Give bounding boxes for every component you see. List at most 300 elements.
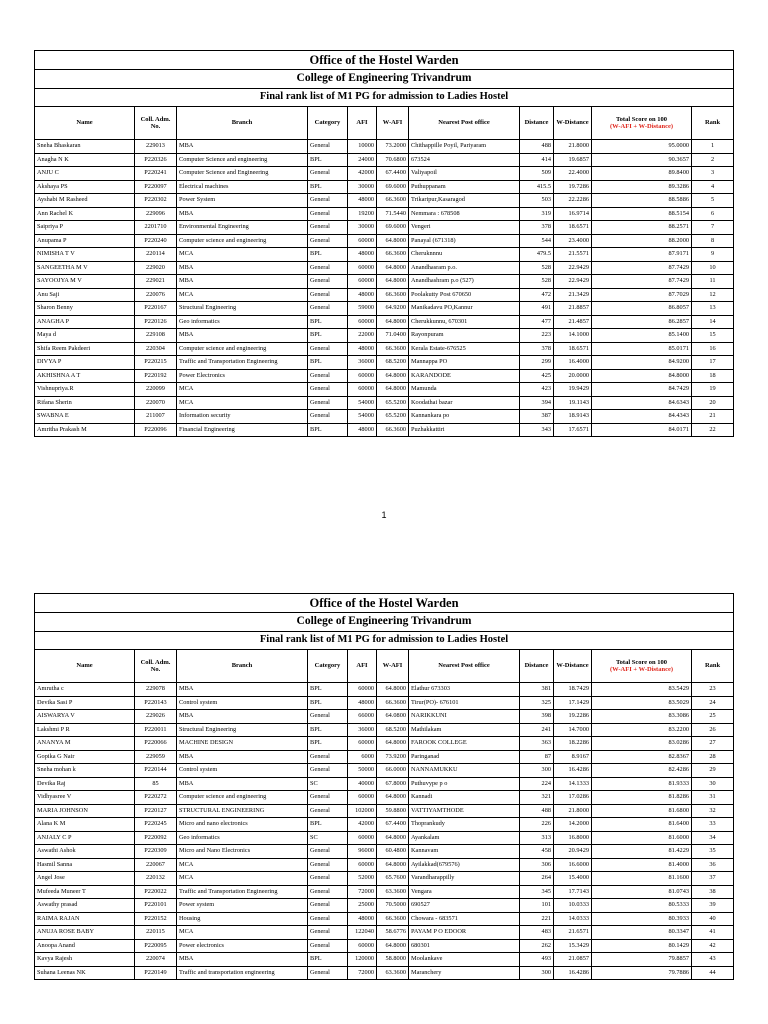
table-row (35, 194, 734, 208)
table-row (35, 207, 734, 221)
cell-distance: 491 (520, 302, 554, 316)
cell-afi: 6000 (348, 750, 377, 764)
cell-category: General (308, 221, 348, 235)
cell-name: Anoopa Anand (35, 939, 135, 953)
col-w-afi: W-AFI (377, 650, 409, 683)
cell-adm-no: 229021 (135, 275, 177, 289)
cell-name: Hasmil Sanna (35, 858, 135, 872)
cell-adm-no: P220302 (135, 194, 177, 208)
cell-distance: 306 (520, 858, 554, 872)
cell-adm-no: 220115 (135, 926, 177, 940)
cell-w-afi: 70.5000 (377, 899, 409, 913)
cell-category: General (308, 710, 348, 724)
cell-w-distance: 14.0333 (554, 912, 592, 926)
cell-branch: Housing (177, 912, 308, 926)
cell-name: ANANYA M (35, 737, 135, 751)
cell-w-distance: 14.2000 (554, 818, 592, 832)
table-row (35, 261, 734, 275)
cell-branch: MCA (177, 926, 308, 940)
cell-name: AISWARYA V (35, 710, 135, 724)
col-w-afi: W-AFI (377, 107, 409, 140)
cell-w-distance: 18.7429 (554, 683, 592, 697)
cell-rank: 23 (692, 683, 734, 697)
cell-post-office: FAROOK COLLEGE (409, 737, 520, 751)
cell-afi: 60000 (348, 234, 377, 248)
cell-category: General (308, 750, 348, 764)
cell-category: BPL (308, 723, 348, 737)
cell-w-distance: 10.0333 (554, 899, 592, 913)
cell-afi: 48000 (348, 423, 377, 437)
cell-distance: 313 (520, 831, 554, 845)
cell-rank: 43 (692, 953, 734, 967)
cell-rank: 16 (692, 342, 734, 356)
cell-afi: 36000 (348, 723, 377, 737)
cell-rank: 2 (692, 153, 734, 167)
cell-post-office: KARANDODE (409, 369, 520, 383)
cell-rank: 44 (692, 966, 734, 980)
table-row (35, 710, 734, 724)
rank-table (34, 50, 734, 437)
cell-distance: 394 (520, 396, 554, 410)
cell-name: DIVYA P (35, 356, 135, 370)
cell-adm-no: 220070 (135, 396, 177, 410)
cell-rank: 12 (692, 288, 734, 302)
cell-distance: 479.5 (520, 248, 554, 262)
table-row (35, 221, 734, 235)
col-distance: Distance (520, 650, 554, 683)
cell-category: General (308, 872, 348, 886)
page-number: 1 (381, 510, 387, 520)
table-row (35, 966, 734, 980)
cell-distance: 299 (520, 356, 554, 370)
cell-name: Sneha mohan k (35, 764, 135, 778)
cell-rank: 39 (692, 899, 734, 913)
cell-w-afi: 66.3600 (377, 288, 409, 302)
cell-total-score: 84.7429 (592, 383, 692, 397)
cell-distance: 493 (520, 953, 554, 967)
table-row (35, 248, 734, 262)
cell-category: SC (308, 831, 348, 845)
cell-branch: Computer Science and engineering (177, 153, 308, 167)
cell-branch: Structural Engineering (177, 302, 308, 316)
cell-distance: 458 (520, 845, 554, 859)
cell-rank: 5 (692, 194, 734, 208)
cell-w-afi: 64.9200 (377, 302, 409, 316)
cell-category: General (308, 369, 348, 383)
cell-post-office: Elathur 673303 (409, 683, 520, 697)
cell-adm-no: P220309 (135, 845, 177, 859)
cell-branch: Computer science and engineering (177, 234, 308, 248)
table-row (35, 872, 734, 886)
cell-afi: 52000 (348, 872, 377, 886)
cell-w-afi: 64.8000 (377, 261, 409, 275)
cell-total-score: 84.8000 (592, 369, 692, 383)
cell-w-distance: 14.1333 (554, 777, 592, 791)
cell-rank: 7 (692, 221, 734, 235)
cell-name: SANGEETHA M V (35, 261, 135, 275)
cell-adm-no: 220099 (135, 383, 177, 397)
column-header-row (35, 107, 734, 140)
table-row (35, 750, 734, 764)
cell-distance: 528 (520, 275, 554, 289)
cell-w-afi: 64.8000 (377, 791, 409, 805)
col-branch: Branch (177, 107, 308, 140)
cell-w-afi: 64.0800 (377, 710, 409, 724)
cell-category: BPL (308, 248, 348, 262)
cell-afi: 54000 (348, 396, 377, 410)
cell-total-score: 83.3086 (592, 710, 692, 724)
cell-distance: 221 (520, 912, 554, 926)
cell-category: General (308, 234, 348, 248)
cell-rank: 24 (692, 696, 734, 710)
col-w-distance: W-Distance (554, 107, 592, 140)
cell-rank: 37 (692, 872, 734, 886)
cell-branch: MBA (177, 261, 308, 275)
cell-branch: Micro and nano electronics (177, 818, 308, 832)
cell-total-score: 83.5029 (592, 696, 692, 710)
cell-branch: Power Electronics (177, 369, 308, 383)
cell-distance: 241 (520, 723, 554, 737)
table-row (35, 912, 734, 926)
cell-post-office: Ayankalam (409, 831, 520, 845)
table-row (35, 369, 734, 383)
cell-name: Saipriya P (35, 221, 135, 235)
cell-afi: 59000 (348, 302, 377, 316)
cell-w-distance: 21.5571 (554, 248, 592, 262)
cell-branch: MBA (177, 750, 308, 764)
cell-distance: 503 (520, 194, 554, 208)
cell-branch: Traffic and Transportation Engineering (177, 356, 308, 370)
cell-w-afi: 64.8000 (377, 858, 409, 872)
cell-distance: 223 (520, 329, 554, 343)
cell-rank: 40 (692, 912, 734, 926)
cell-w-afi: 65.5200 (377, 396, 409, 410)
cell-w-afi: 66.3600 (377, 342, 409, 356)
cell-post-office: Cherukkunnu, 670301 (409, 315, 520, 329)
cell-w-afi: 70.6800 (377, 153, 409, 167)
cell-branch: Geo informatics (177, 831, 308, 845)
cell-branch: MBA (177, 777, 308, 791)
cell-category: General (308, 261, 348, 275)
cell-name: Ayshabi M Rasheed (35, 194, 135, 208)
cell-branch: MBA (177, 953, 308, 967)
cell-post-office: Kannadi (409, 791, 520, 805)
cell-w-distance: 16.6000 (554, 858, 592, 872)
cell-branch: MBA (177, 329, 308, 343)
cell-distance: 101 (520, 899, 554, 913)
cell-distance: 477 (520, 315, 554, 329)
cell-w-afi: 67.4400 (377, 167, 409, 181)
cell-w-afi: 67.4400 (377, 818, 409, 832)
cell-branch: MCA (177, 288, 308, 302)
cell-total-score: 85.1400 (592, 329, 692, 343)
col-distance: Distance (520, 107, 554, 140)
table-row (35, 926, 734, 940)
cell-name: Akshaya PS (35, 180, 135, 194)
cell-name: Anupama P (35, 234, 135, 248)
cell-category: General (308, 885, 348, 899)
cell-distance: 363 (520, 737, 554, 751)
cell-category: BPL (308, 423, 348, 437)
cell-distance: 483 (520, 926, 554, 940)
cell-adm-no: 229020 (135, 261, 177, 275)
table-row (35, 356, 734, 370)
cell-name: Lakshmi P R (35, 723, 135, 737)
cell-total-score: 80.3347 (592, 926, 692, 940)
cell-w-afi: 64.8000 (377, 275, 409, 289)
cell-adm-no: P220192 (135, 369, 177, 383)
cell-rank: 20 (692, 396, 734, 410)
cell-name: Mufeeda Muneer T (35, 885, 135, 899)
cell-adm-no: P220011 (135, 723, 177, 737)
cell-branch: Computer science and engineering (177, 791, 308, 805)
cell-post-office: Puzhakkattiri (409, 423, 520, 437)
table-row (35, 423, 734, 437)
cell-w-distance: 19.1143 (554, 396, 592, 410)
cell-name: Shifa Reem Pakdeeri (35, 342, 135, 356)
cell-w-afi: 66.3600 (377, 194, 409, 208)
table-row (35, 764, 734, 778)
cell-category: General (308, 899, 348, 913)
cell-category: General (308, 275, 348, 289)
total-score-formula: (W-AFI + W-Distance) (609, 123, 674, 130)
cell-post-office: Vengeri (409, 221, 520, 235)
cell-branch: MCA (177, 872, 308, 886)
table-row (35, 275, 734, 289)
cell-w-distance: 21.8000 (554, 804, 592, 818)
cell-category: BPL (308, 356, 348, 370)
cell-distance: 425 (520, 369, 554, 383)
table-row (35, 899, 734, 913)
cell-name: Suhana Leenas NK (35, 966, 135, 980)
cell-w-distance: 20.0000 (554, 369, 592, 383)
cell-adm-no: P220066 (135, 737, 177, 751)
cell-post-office: Chithappille Poyil, Pariyaram (409, 140, 520, 154)
cell-branch: Power System (177, 194, 308, 208)
cell-rank: 32 (692, 804, 734, 818)
cell-distance: 381 (520, 683, 554, 697)
cell-adm-no: 220067 (135, 858, 177, 872)
cell-adm-no: 220076 (135, 288, 177, 302)
col-afi: AFI (348, 107, 377, 140)
cell-rank: 34 (692, 831, 734, 845)
list-title: Final rank list of M1 PG for admission to Ladies Hostel (35, 632, 734, 650)
cell-branch: MCA (177, 396, 308, 410)
cell-name: SAYOOJYA M V (35, 275, 135, 289)
cell-afi: 10000 (348, 140, 377, 154)
cell-total-score: 87.7429 (592, 275, 692, 289)
cell-w-afi: 66.3600 (377, 248, 409, 262)
cell-w-afi: 68.5200 (377, 723, 409, 737)
cell-distance: 226 (520, 818, 554, 832)
cell-rank: 19 (692, 383, 734, 397)
cell-afi: 60000 (348, 261, 377, 275)
cell-rank: 14 (692, 315, 734, 329)
cell-adm-no: P220245 (135, 818, 177, 832)
cell-branch: Geo informatics (177, 315, 308, 329)
cell-afi: 30000 (348, 180, 377, 194)
cell-total-score: 82.8367 (592, 750, 692, 764)
cell-rank: 33 (692, 818, 734, 832)
cell-distance: 472 (520, 288, 554, 302)
cell-name: Amrutha c (35, 683, 135, 697)
table-row (35, 342, 734, 356)
column-header-row (35, 650, 734, 683)
cell-total-score: 90.3657 (592, 153, 692, 167)
cell-post-office: Nemmara : 678508 (409, 207, 520, 221)
cell-category: BPL (308, 315, 348, 329)
cell-name: SWABNA E (35, 410, 135, 424)
table-row (35, 396, 734, 410)
cell-category: General (308, 764, 348, 778)
cell-distance: 224 (520, 777, 554, 791)
cell-post-office: Trikaripur,Kasaragod (409, 194, 520, 208)
cell-rank: 10 (692, 261, 734, 275)
college-title: College of Engineering Trivandrum (35, 70, 734, 89)
cell-adm-no: P220096 (135, 423, 177, 437)
cell-total-score: 80.5333 (592, 899, 692, 913)
cell-distance: 423 (520, 383, 554, 397)
cell-w-afi: 71.5440 (377, 207, 409, 221)
table-row (35, 329, 734, 343)
cell-total-score: 84.0171 (592, 423, 692, 437)
table-row (35, 791, 734, 805)
cell-w-afi: 64.8000 (377, 939, 409, 953)
table-row (35, 737, 734, 751)
cell-w-afi: 64.8000 (377, 315, 409, 329)
cell-rank: 15 (692, 329, 734, 343)
cell-distance: 300 (520, 966, 554, 980)
cell-distance: 262 (520, 939, 554, 953)
cell-post-office: NANNAMUKKU (409, 764, 520, 778)
cell-total-score: 81.0743 (592, 885, 692, 899)
cell-distance: 398 (520, 710, 554, 724)
cell-afi: 72000 (348, 885, 377, 899)
cell-total-score: 88.2571 (592, 221, 692, 235)
cell-post-office: Poolakutty Post 670650 (409, 288, 520, 302)
total-score-label: Total Score on 100 (615, 658, 668, 666)
cell-w-distance: 16.4286 (554, 764, 592, 778)
cell-afi: 72000 (348, 966, 377, 980)
cell-branch: Power electronics (177, 939, 308, 953)
cell-branch: MCA (177, 248, 308, 262)
cell-afi: 48000 (348, 288, 377, 302)
cell-afi: 60000 (348, 315, 377, 329)
cell-rank: 21 (692, 410, 734, 424)
cell-total-score: 88.5886 (592, 194, 692, 208)
cell-adm-no: 220304 (135, 342, 177, 356)
cell-rank: 31 (692, 791, 734, 805)
cell-name: Maya d (35, 329, 135, 343)
cell-total-score: 87.7029 (592, 288, 692, 302)
cell-category: General (308, 791, 348, 805)
cell-branch: Traffic and transportation engineering (177, 966, 308, 980)
cell-category: General (308, 288, 348, 302)
table-row (35, 683, 734, 697)
cell-w-afi: 64.8000 (377, 737, 409, 751)
cell-name: MARIA JOHNSON (35, 804, 135, 818)
cell-total-score: 80.3933 (592, 912, 692, 926)
cell-distance: 378 (520, 221, 554, 235)
cell-post-office: Moolankave (409, 953, 520, 967)
cell-w-distance: 21.3429 (554, 288, 592, 302)
cell-category: BPL (308, 696, 348, 710)
cell-rank: 42 (692, 939, 734, 953)
cell-category: General (308, 939, 348, 953)
cell-total-score: 85.0171 (592, 342, 692, 356)
table-row (35, 831, 734, 845)
cell-total-score: 81.6400 (592, 818, 692, 832)
cell-w-distance: 22.9429 (554, 261, 592, 275)
cell-post-office: Varandharappilly (409, 872, 520, 886)
cell-rank: 22 (692, 423, 734, 437)
cell-afi: 42000 (348, 167, 377, 181)
cell-total-score: 81.9333 (592, 777, 692, 791)
cell-w-distance: 17.7143 (554, 885, 592, 899)
table-row (35, 140, 734, 154)
cell-branch: MACHINE DESIGN (177, 737, 308, 751)
cell-w-distance: 16.9714 (554, 207, 592, 221)
cell-post-office: Kannankara po (409, 410, 520, 424)
cell-category: BPL (308, 153, 348, 167)
cell-adm-no: 229059 (135, 750, 177, 764)
cell-post-office: Thoprankudy (409, 818, 520, 832)
cell-rank: 11 (692, 275, 734, 289)
cell-adm-no: P220272 (135, 791, 177, 805)
cell-rank: 27 (692, 737, 734, 751)
cell-post-office: Rayonpuram (409, 329, 520, 343)
cell-rank: 6 (692, 207, 734, 221)
col-adm-no: Coll. Adm. No. (135, 650, 177, 683)
cell-afi: 24000 (348, 153, 377, 167)
cell-branch: Information security (177, 410, 308, 424)
cell-adm-no: P220240 (135, 234, 177, 248)
cell-category: General (308, 396, 348, 410)
rank-list-page-1 (34, 50, 733, 437)
cell-distance: 544 (520, 234, 554, 248)
cell-distance: 378 (520, 342, 554, 356)
cell-name: RAIMA RAJAN (35, 912, 135, 926)
cell-name: Aswathi Ashok (35, 845, 135, 859)
cell-afi: 50000 (348, 764, 377, 778)
cell-post-office: Ayilakkad(679576) (409, 858, 520, 872)
cell-total-score: 89.3286 (592, 180, 692, 194)
cell-w-afi: 60.4800 (377, 845, 409, 859)
cell-w-afi: 66.3600 (377, 696, 409, 710)
cell-post-office: Mathilakam (409, 723, 520, 737)
cell-adm-no: P220326 (135, 153, 177, 167)
cell-distance: 488 (520, 804, 554, 818)
cell-w-distance: 23.4000 (554, 234, 592, 248)
cell-post-office: 673524 (409, 153, 520, 167)
cell-distance: 300 (520, 764, 554, 778)
cell-post-office: Kerala Estate-676525 (409, 342, 520, 356)
table-row (35, 777, 734, 791)
cell-w-distance: 21.8000 (554, 140, 592, 154)
cell-total-score: 81.6000 (592, 831, 692, 845)
cell-rank: 25 (692, 710, 734, 724)
cell-w-distance: 20.9429 (554, 845, 592, 859)
cell-post-office: 690527 (409, 899, 520, 913)
cell-distance: 264 (520, 872, 554, 886)
cell-afi: 54000 (348, 410, 377, 424)
col-rank: Rank (692, 107, 734, 140)
table-row (35, 167, 734, 181)
cell-afi: 60000 (348, 791, 377, 805)
cell-w-distance: 17.1429 (554, 696, 592, 710)
cell-afi: 22000 (348, 329, 377, 343)
cell-distance: 488 (520, 140, 554, 154)
